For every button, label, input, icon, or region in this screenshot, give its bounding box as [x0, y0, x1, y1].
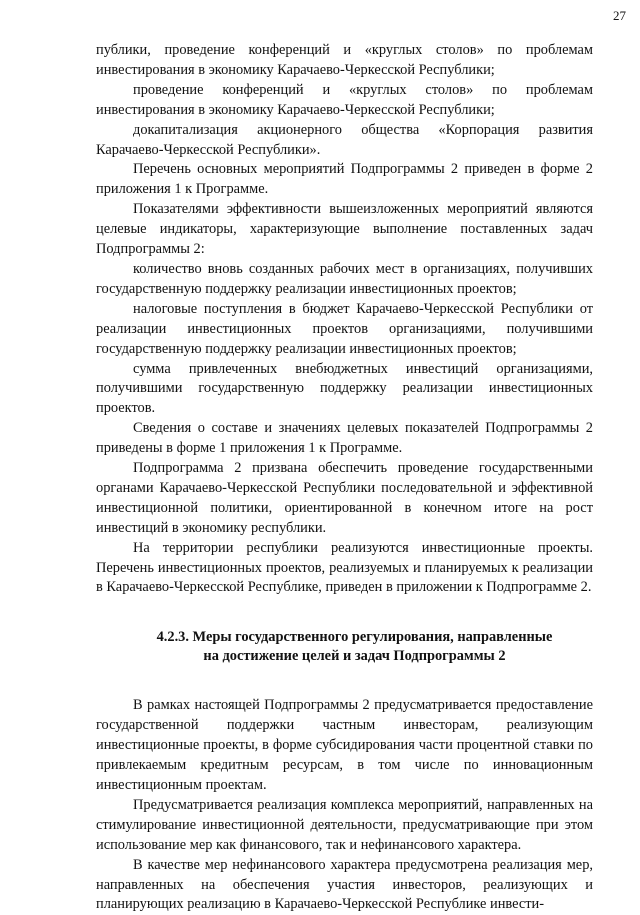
section-heading-line1: 4.2.3. Меры государственного регулирования, направленные [156, 629, 553, 646]
section-heading [96, 628, 593, 666]
paragraphs-before [96, 41, 593, 598]
page-number: 27 [613, 8, 626, 23]
paragraph: публики, проведение конференций и «круглых столов» по проблемам инвестирования в экономику Карачаево-Черкесской Республики; [96, 42, 593, 78]
paragraph: В рамках настоящей Подпрограммы 2 предусматривается предоставление государственной поддержки частным инвесторам, реализующим инвестиционные проекты, в форме субсидирования части процентной ставки по привлекаемым кредитным ресурсам, в том числе по инновационным инвестиционным проектам. [96, 697, 593, 793]
paragraph: На территории республики реализуются инвестиционные проекты. Перечень инвестиционных проектов, реализуемых и планируемых к реализации в Карачаево-Черкесской Республике, приведен в приложении к Подпрограмме 2. [96, 539, 593, 596]
document-body [96, 41, 593, 915]
paragraph: сумма привлеченных внебюджетных инвестиций организациями, получившими государственную поддержку реализации инвестиционных проектов. [96, 360, 593, 417]
paragraph: Перечень основных мероприятий Подпрограммы 2 приведен в форме 2 приложения 1 к Программе. [96, 161, 593, 198]
paragraph: Сведения о составе и значениях целевых показателей Подпрограммы 2 приведены в форме 1 приложения 1 к Программе. [96, 420, 593, 457]
paragraph: В качестве мер нефинансового характера предусмотрена реализация мер, направленных на обеспечения участия инвесторов, реализующих и планирующих реализацию в Карачаево-Черкесской Республике инвести- [96, 856, 593, 913]
paragraph: Предусматривается реализация комплекса мероприятий, направленных на стимулирование инвестиционной деятельности, предусматривающие при этом использование мер как финансового, так и нефинансового характера. [96, 796, 593, 853]
paragraph: количество вновь созданных рабочих мест в организациях, получивших государственную поддержку реализации инвестиционных проектов; [96, 260, 593, 297]
paragraph: проведение конференций и «круглых столов» по проблемам инвестирования в экономику Карачаево-Черкесской Республики; [96, 81, 593, 118]
paragraphs-after [96, 696, 593, 915]
paragraph: Показателями эффективности вышеизложенных мероприятий являются целевые индикаторы, характеризующие выполнение поставленных задач Подпрограммы 2: [96, 201, 593, 258]
paragraph: налоговые поступления в бюджет Карачаево-Черкесской Республики от реализации инвестиционных проектов организациями, получившими государственную поддержку реализации инвестиционных проектов; [96, 300, 593, 357]
section-heading-line2: на достижение целей и задач Подпрограммы 2 [203, 648, 506, 665]
paragraph: Подпрограмма 2 призвана обеспечить проведение государственными органами Карачаево-Черкесской Республики последовательной и эффективной инвестиционной политики, ориентированной в конечном итоге на рост инвестиций в экономику республики. [96, 460, 593, 536]
paragraph: докапитализация акционерного общества «Корпорация развития Карачаево-Черкесской Республики». [96, 121, 593, 158]
